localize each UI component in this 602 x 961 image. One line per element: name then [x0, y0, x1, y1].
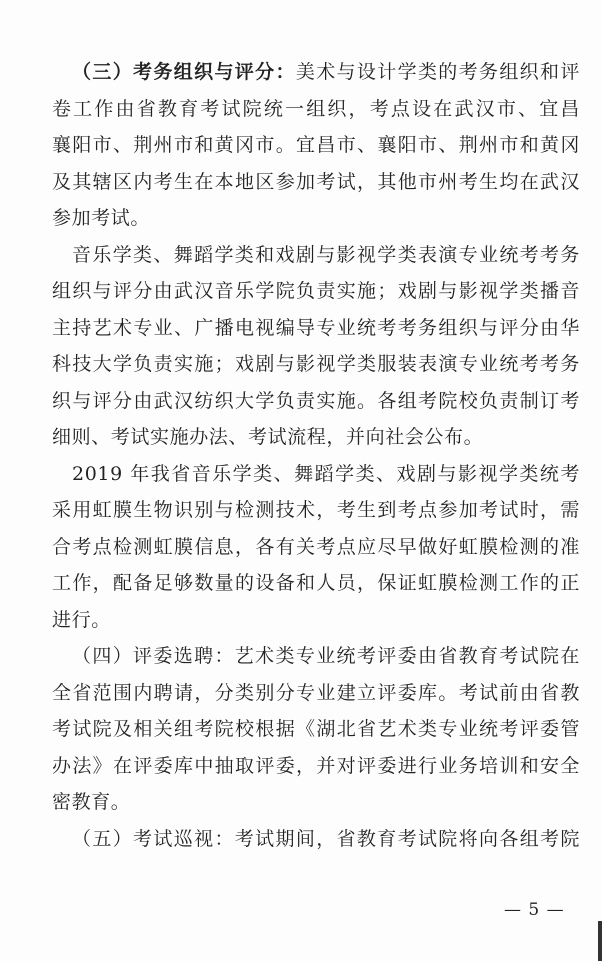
text-line: 细则、考试实施办法、考试流程，并向社会公布。	[52, 426, 484, 448]
text-line: （五）考试巡视：考试期间，省教育考试院将向各组考院	[72, 827, 580, 850]
text-line: 科技大学负责实施；戏剧与影视学类服装表演专业统考考务	[52, 353, 580, 375]
text-line: 组织与评分由武汉音乐学院负责实施；戏剧与影视学类播音	[52, 280, 580, 302]
section-heading-exam-organization: （三）考务组织与评分：	[72, 61, 296, 83]
scan-edge-mark	[598, 921, 602, 961]
text-line: 音乐学类、舞蹈学类和戏剧与影视学类表演专业统考考务	[72, 243, 580, 266]
text-line: 襄阳市、荆州市和黄冈市。宜昌市、襄阳市、荆州市和黄冈	[52, 134, 580, 156]
text-line: 密教育。	[52, 791, 131, 813]
body-text	[52, 54, 580, 857]
text-line: （三）考务组织与评分：美术与设计学类的考务组织和评	[72, 61, 580, 83]
text-line: （四）评委选聘：艺术类专业统考评委由省教育考试院在	[72, 645, 580, 667]
text-line: 进行。	[52, 608, 111, 631]
text-line: 参加考试。	[52, 207, 151, 229]
section-heading-exam-inspection: （五）考试巡视：	[72, 827, 235, 850]
text-line: 主持艺术专业、广播电视编导专业统考考务组织与评分由华	[52, 316, 580, 339]
text-line: 工作，配备足够数量的设备和人员，保证虹膜检测工作的正	[52, 572, 580, 594]
text-line: 采用虹膜生物识别与检测技术，考生到考点参加考试时，需	[52, 499, 580, 521]
text-line: 全省范围内聘请，分类别分专业建立评委库。考试前由省教	[52, 681, 580, 704]
text-line: 卷工作由省教育考试院统一组织，考点设在武汉市、宜昌	[52, 97, 580, 120]
page-number: — 5 —	[504, 900, 565, 920]
section-heading-judge-selection: （四）评委选聘：	[72, 645, 235, 667]
text-line: 2019 年我省音乐学类、舞蹈学类、戏剧与影视学类统考	[72, 462, 580, 485]
text-line: 合考点检测虹膜信息，各有关考点应尽早做好虹膜检测的准	[52, 535, 580, 558]
text-line: 及其辖区内考生在本地区参加考试，其他市州考生均在武汉	[52, 170, 580, 193]
text-line: 织与评分由武汉纺织大学负责实施。各组考院校负责制订考	[52, 389, 580, 412]
text-line: 考试院及相关组考院校根据《湖北省艺术类专业统考评委管	[52, 718, 580, 740]
text-line: 办法》在评委库中抽取评委，并对评委进行业务培训和安全	[52, 754, 580, 777]
